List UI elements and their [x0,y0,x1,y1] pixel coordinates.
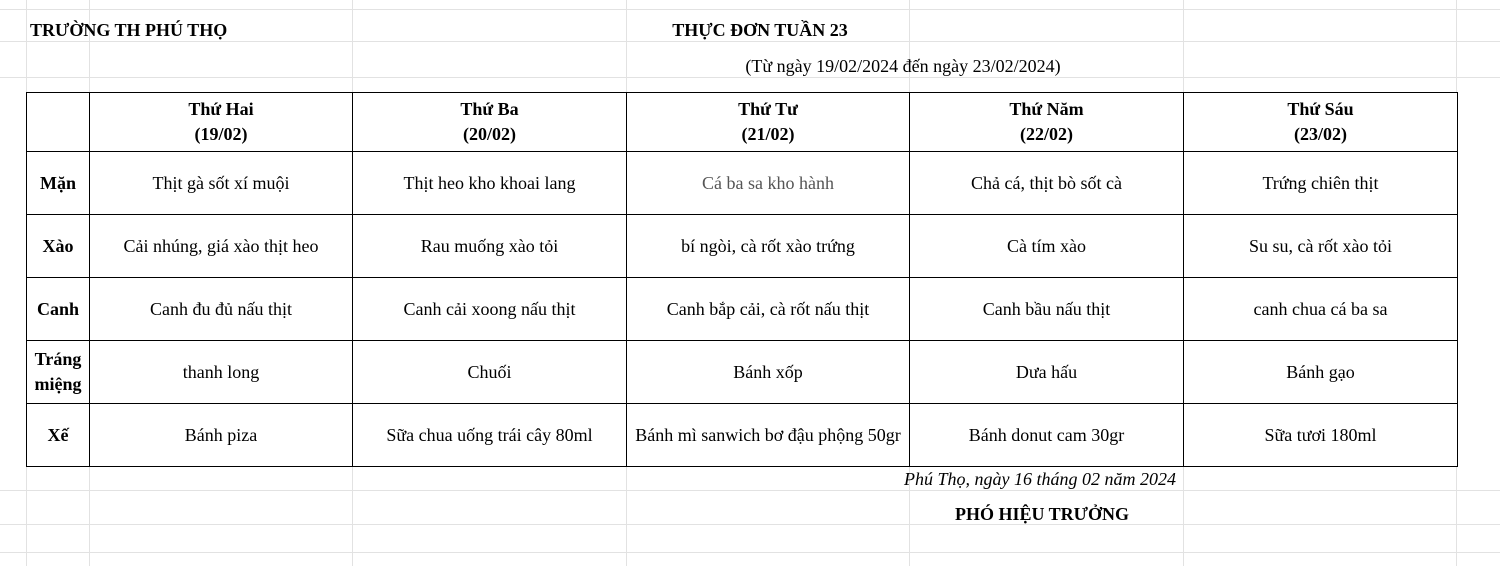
menu-cell[interactable]: Rau muống xào tỏi [353,215,627,278]
menu-cell[interactable]: Trứng chiên thịt [1184,152,1458,215]
menu-cell[interactable]: Chuối [353,341,627,404]
row-label[interactable]: Tráng miệng [27,341,90,404]
day-date: (23/02) [1294,124,1347,144]
place-date-line: Phú Thọ, ngày 16 tháng 02 năm 2024 [904,469,1176,489]
row-label[interactable]: Xế [27,404,90,467]
menu-cell[interactable]: Thịt heo kho khoai lang [353,152,627,215]
menu-cell[interactable]: Bánh gạo [1184,341,1458,404]
school-name: TRƯỜNG TH PHÚ THỌ [30,20,228,40]
menu-cell[interactable]: canh chua cá ba sa [1184,278,1458,341]
day-name: Thứ Hai [188,99,254,119]
menu-cell[interactable]: Cải nhúng, giá xào thịt heo [90,215,353,278]
row-label[interactable]: Xào [27,215,90,278]
menu-cell[interactable]: bí ngòi, cà rốt xào trứng [627,215,910,278]
menu-cell[interactable]: Sữa chua uống trái cây 80ml [353,404,627,467]
menu-cell[interactable]: Bánh xốp [627,341,910,404]
day-header-mon[interactable] [90,93,353,152]
menu-cell[interactable]: Bánh mì sanwich bơ đậu phộng 50gr [627,404,910,467]
day-header-tue[interactable] [353,93,627,152]
menu-cell[interactable]: Sữa tươi 180ml [1184,404,1458,467]
menu-cell[interactable]: Chả cá, thịt bò sốt cà [910,152,1184,215]
menu-cell[interactable]: Canh bầu nấu thịt [910,278,1184,341]
signer-title: PHÓ HIỆU TRƯỞNG [954,504,1129,524]
menu-cell[interactable]: thanh long [90,341,353,404]
weekly-menu-table [26,92,1458,467]
date-range: (Từ ngày 19/02/2024 đến ngày 23/02/2024) [745,56,1061,76]
sheet-gridline [0,552,1500,553]
sheet-gridline [0,524,1500,525]
menu-cell[interactable]: Canh cải xoong nấu thịt [353,278,627,341]
day-date: (21/02) [741,124,795,144]
day-header-fri[interactable] [1184,93,1458,152]
table-row [27,152,1458,215]
table-row [27,278,1458,341]
day-date: (22/02) [1020,124,1073,144]
menu-cell[interactable]: Cà tím xào [910,215,1184,278]
sheet-gridline [0,9,1500,10]
table-row [27,215,1458,278]
menu-cell[interactable]: Canh đu đủ nấu thịt [90,278,353,341]
menu-cell[interactable]: Bánh donut cam 30gr [910,404,1184,467]
row-label[interactable]: Canh [27,278,90,341]
day-name: Thứ Sáu [1287,99,1354,119]
menu-title: THỰC ĐƠN TUẦN 23 [672,20,848,40]
table-row [27,404,1458,467]
sheet-gridline [0,77,1500,78]
menu-cell[interactable]: Thịt gà sốt xí muội [90,152,353,215]
menu-cell[interactable]: Cá ba sa kho hành [627,152,910,215]
menu-cell[interactable]: Dưa hấu [910,341,1184,404]
menu-cell[interactable]: Su su, cà rốt xào tỏi [1184,215,1458,278]
sheet-gridline [0,490,1500,491]
day-name: Thứ Ba [460,99,519,119]
menu-cell[interactable]: Bánh piza [90,404,353,467]
menu-cell[interactable]: Canh bắp cải, cà rốt nấu thịt [627,278,910,341]
sheet-gridline [0,41,1500,42]
row-label[interactable]: Mặn [27,152,90,215]
table-header-row [27,93,1458,152]
corner-cell[interactable] [27,93,90,152]
day-header-wed[interactable] [627,93,910,152]
day-header-thu[interactable] [910,93,1184,152]
day-name: Thứ Tư [738,99,798,119]
day-date: (20/02) [463,124,516,144]
day-name: Thứ Năm [1009,99,1084,119]
table-row [27,341,1458,404]
day-date: (19/02) [194,124,248,144]
